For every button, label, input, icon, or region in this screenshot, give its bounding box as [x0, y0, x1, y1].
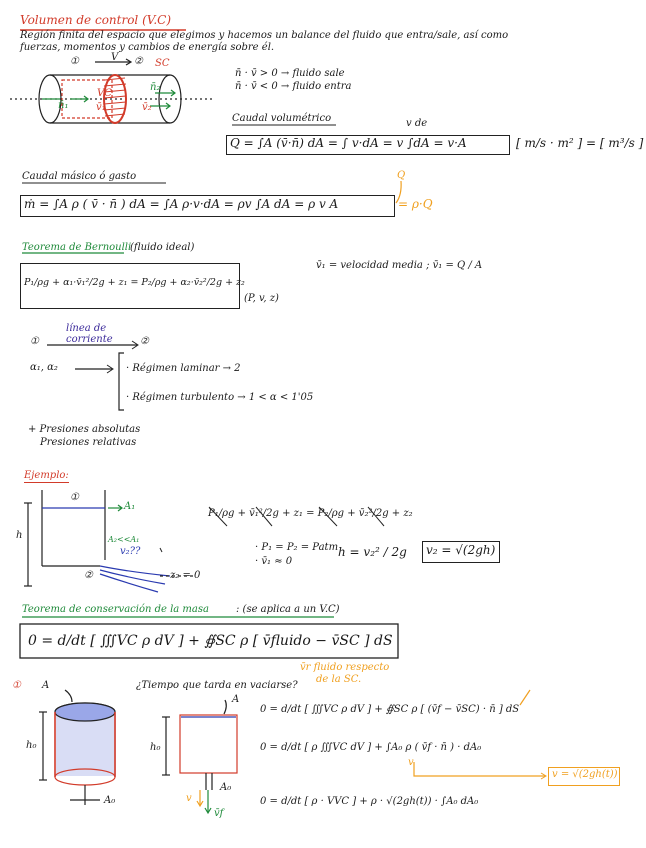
streamline-label: corriente	[66, 334, 113, 345]
volumetric-flow-units: [ m/s · m² ] = [ m³/s ]	[516, 136, 644, 150]
tank-h0: h₀	[26, 740, 37, 751]
tank2-a0: A₀	[220, 782, 232, 793]
mass-conservation-formula: 0 = d/dt [ ∭VC ρ dV ] + ∯SC ρ [ v̄fluido − v̄SC ] dS	[28, 633, 393, 649]
mass-conservation-note: : (se aplica a un V.C)	[236, 604, 340, 615]
rule-out: n̄ · v̄ > 0 → fluido sale	[235, 68, 345, 79]
emptying-eq-1: 0 = d/dt [ ∭VC ρ dV ] + ∯SC ρ [ (v̄f − v̄SC) · n̄ ] dS	[260, 704, 520, 715]
v1-label: v̄₁	[96, 102, 106, 113]
vc-label: VC	[97, 88, 112, 99]
example-condition-2: · v̄₁ ≈ 0	[255, 556, 293, 567]
absolute-pressures: + Presiones absolutas	[28, 424, 141, 435]
emptying-tank-left	[39, 690, 116, 805]
laminar-regime: · Régimen laminar → 2	[126, 363, 241, 374]
relative-velocity-note: v̄r fluido respecto	[300, 662, 390, 673]
bernoulli-formula: P₁/ρg + α₁·v̄₁²/2g + z₁ = P₂/ρg + α₂·v̄₂²/2g + z₂	[24, 277, 245, 288]
example-v2-question: v₂??	[120, 546, 141, 557]
streamline-start: ①	[30, 336, 39, 347]
mass-flow-formula: ṁ = ∫A ρ ( v̄ · n̄ ) dA = ∫A ρ·v·dA = ρv ∫A dA = ρ v A	[24, 197, 339, 211]
example-v2-result: v₂ = √(2gh)	[426, 543, 496, 557]
emptying-eq-2: 0 = d/dt [ ρ ∭VC dV ] + ∫A₀ ρ ( v̄f · n̄ ) · dA₀	[260, 742, 482, 753]
mass-flow-result: = ρ·Q	[398, 197, 433, 211]
velocity-result: v = √(2gh(t))	[552, 769, 618, 780]
intro-text: fuerzas, momentos y cambios de energía sobre él.	[20, 42, 275, 53]
q-mark: Q	[397, 170, 406, 181]
alpha-label: α₁, α₂	[30, 362, 58, 373]
example-a1: A₁	[124, 501, 136, 512]
example-bernoulli-eq: P₁/ρg + v̄₁²/2g + z₁ = P₂/ρg + v̄₂²/2g + z₂	[208, 508, 413, 519]
relative-velocity-note: de la SC.	[316, 674, 362, 685]
example-condition-1: · P₁ = P₂ = Patm	[255, 542, 339, 553]
emptying-question: ¿Tiempo que tarda en vaciarse?	[136, 680, 298, 691]
intro-text: Región finita del espacio que elegimos y hacemos un balance del fluido que entra/sale, así como	[20, 30, 509, 41]
volumetric-flow-formula: Q = ∫A (v̄·n̄) dA = ∫ v·dA = v ∫dA = v·A	[230, 136, 467, 150]
control-volume-diagram	[10, 59, 215, 123]
mass-conservation-heading: Teorema de conservación de la masa	[22, 604, 209, 615]
velocity-label: V	[111, 52, 119, 63]
tank-area-label: A	[42, 680, 50, 691]
example-a2: A₂<<A₁	[108, 535, 140, 544]
bernoulli-subtitle: (fluido ideal)	[130, 242, 195, 253]
example-point-1: ①	[70, 492, 79, 503]
example-h-result: h = v₂² / 2g	[338, 545, 407, 559]
point-1-label: ①	[70, 56, 79, 67]
emptying-tank-right	[162, 700, 237, 813]
pvz-note: (P, v, z)	[244, 293, 279, 304]
vde-note: v de	[406, 118, 428, 129]
example-h: h	[16, 530, 23, 541]
emptying-eq-3: 0 = d/dt [ ρ · VVC ] + ρ · √(2gh(t)) · ∫A₀ dA₀	[260, 796, 479, 807]
sc-label: SC	[155, 58, 170, 69]
tank2-vf: v̄f	[214, 808, 224, 819]
tank2-h0: h₀	[150, 742, 161, 753]
v-circle-label: v	[408, 757, 414, 768]
volumetric-flow-heading: Caudal volumétrico	[232, 113, 332, 124]
example-point-2: ②	[84, 570, 93, 581]
n1-label: n̄₁	[58, 100, 69, 111]
example-z2: z₂ = 0	[170, 570, 201, 581]
problem-marker: ①	[12, 680, 21, 691]
bernoulli-heading: Teorema de Bernoulli	[22, 242, 132, 253]
tank-a0: A₀	[104, 795, 116, 806]
rule-in: n̄ · v̄ < 0 → fluido entra	[235, 81, 352, 92]
n2-label: n̄₂	[150, 82, 161, 93]
relative-pressures: Presiones relativas	[40, 437, 137, 448]
point-2-label: ②	[134, 56, 143, 67]
v2-label: v̄₂	[142, 102, 152, 113]
average-velocity-note: v̄₁ = velocidad media ; v̄₁ = Q / A	[316, 260, 483, 271]
mass-flow-heading: Caudal másico ó gasto	[22, 171, 137, 182]
turbulent-regime: · Régimen turbulento → 1 < α < 1'05	[126, 392, 314, 403]
streamline-label: línea de	[66, 323, 107, 334]
tank2-area-label: A	[232, 694, 240, 705]
page-title: Volumen de control (V.C)	[20, 13, 172, 27]
tank2-v: v	[186, 793, 192, 804]
example-heading: Ejemplo:	[24, 470, 69, 481]
streamline-end: ②	[140, 336, 149, 347]
